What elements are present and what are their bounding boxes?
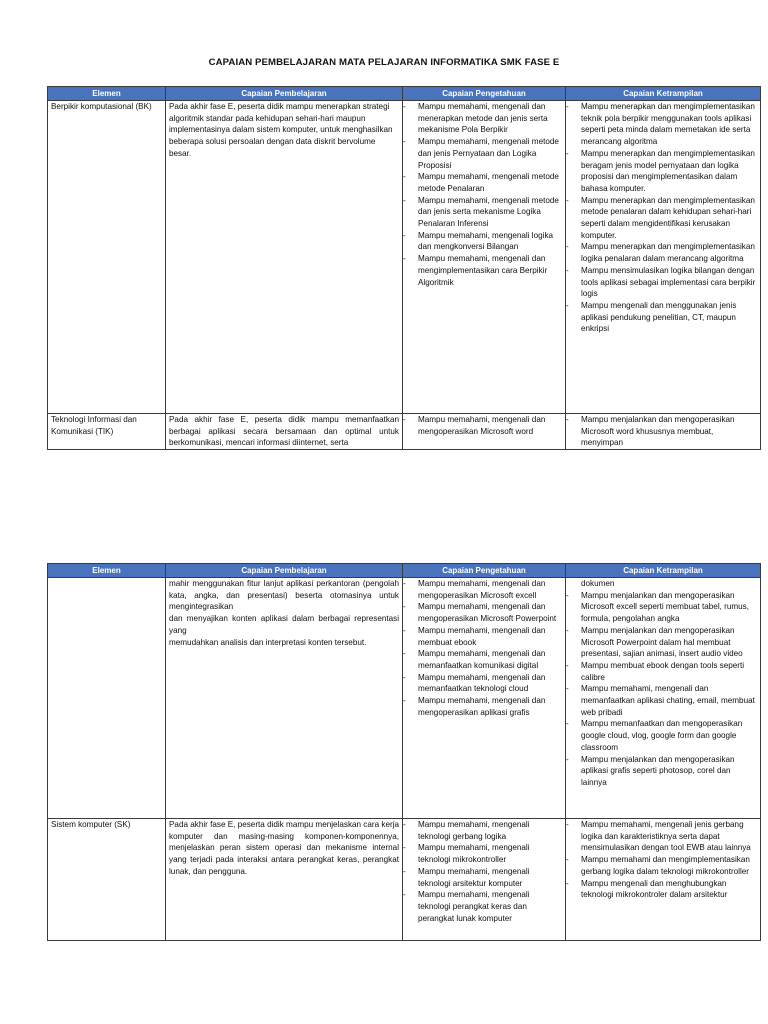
table-row-tik (48, 414, 761, 450)
list-item: - Mampu memahami, mengenali dan memanfaatkan aplikasi chating, email, membuat web pribadi (569, 683, 757, 718)
list-item: - Mampu menjalankan dan mengoperasikan Microsoft excell seperti membuat tabel, rumus, formula, pengolahan angka (569, 590, 757, 625)
capaian-cell: Pada akhir fase E, peserta didik mampu menjelaskan cara kerja komputer dan masing-masing komponen-komponennya, menjelaskan peran sistem operasi dan mekanisme internal yang terjadi pada interaksi antara perangkat keras, perangkat lunak, dan pengguna. (166, 819, 403, 941)
pengetahuan-list (406, 101, 562, 288)
ketrampilan-cell (566, 414, 761, 450)
pengetahuan-cell (403, 819, 566, 941)
ketrampilan-cell (566, 578, 761, 819)
list-item: - Mampu memahami, mengenali jenis gerbang logika dan karakteristiknya serta dapat mensimulasikan dengan tool EWB atau lainnya (569, 819, 757, 854)
list-item: - Mampu memahami dan mengimplementasikan gerbang logika dalam teknologi mikrokontroller (569, 854, 757, 877)
list-item: - Mampu memahami, mengenali metode dan jenis serta mekanisme Logika Penalaran Inferensi (406, 195, 562, 230)
table-header-row (48, 564, 761, 578)
ketrampilan-continuation (569, 578, 757, 590)
list-item: - Mampu memahami, mengenali metode dan jenis Pernyataan dan Logika Proposisi (406, 136, 562, 171)
list-item: - Mampu menjalankan dan mengoperasikan Microsoft Powerpoint dalam hal membuat presentasi, sajian animasi, insert audio video (569, 625, 757, 660)
list-item: - Mampu memahami, mengenali dan memanfaatkan komunikasi digital (406, 648, 562, 671)
capaian-line: dan menyajikan konten aplikasi dalam berbagai representasi yang (169, 614, 399, 635)
table-header-row (48, 87, 761, 101)
ketrampilan-list (569, 101, 757, 335)
list-item: - Mampu menerapkan dan mengimplementasikan metode penalaran dalam kehidupan sehari-hari seperti dalam mengidentifikasi kerusakan komputer. (569, 195, 757, 242)
ketrampilan-list (569, 590, 757, 789)
pengetahuan-cell (403, 101, 566, 414)
list-item: - Mampu memahami, mengenali metode metode Penalaran (406, 171, 562, 194)
list-item: - Mampu memahami, mengenali logika dan mengkonversi Bilangan (406, 230, 562, 253)
capaian-cell: Pada akhir fase E, peserta didik mampu menerapkan strategi algoritmik standar pada kehidupan sehari-hari maupun implementasinya dalam sistem komputer, untuk menghasilkan beberapa solusi persoalan dengan data diskrit bervolume besar. (166, 101, 403, 414)
header-elemen: Elemen (48, 564, 166, 578)
elemen-cell: Sistem komputer (SK) (48, 819, 166, 941)
list-item: - Mampu mengenali dan menggunakan jenis aplikasi pendukung penelitian, CT, maupun enkripsi (569, 300, 757, 335)
table-row-sk (48, 819, 761, 941)
ketrampilan-cell (566, 819, 761, 941)
capaian-table-page-2 (47, 563, 761, 941)
header-elemen: Elemen (48, 87, 166, 101)
pengetahuan-list (406, 578, 562, 718)
capaian-line: mahir menggunakan fitur lanjut aplikasi perkantoran (pengolah kata, angka, dan presentasi) beserta otomasinya untuk mengintegrasikan (169, 579, 399, 612)
capaian-cell (166, 578, 403, 819)
list-item: - Mampu menerapkan dan mengimplementasikan beragam jenis model pernyataan dan logika proposisi dan mengimplementasikan dalam bahasa komputer. (569, 148, 757, 195)
list-item: - Mampu memahami, mengenali dan menerapkan metode dan jenis serta mekanisme Pola Berpikir (406, 101, 562, 136)
list-item: - Mampu menerapkan dan mengimplementasikan logika penalaran dalam merancang algoritma (569, 241, 757, 264)
table-row-bk (48, 101, 761, 414)
pengetahuan-cell (403, 578, 566, 819)
pengetahuan-list (406, 819, 562, 924)
list-item: - Mampu memahami, mengenali dan mengimplementasikan cara Berpikir Algoritmik (406, 253, 562, 288)
list-item: dokumen (581, 579, 615, 588)
pengetahuan-list (406, 414, 562, 437)
list-item: - Mampu memahami, mengenali dan memanfaatkan teknologi cloud (406, 672, 562, 695)
elemen-cell: Berpikir komputasional (BK) (48, 101, 166, 414)
elemen-cell (48, 578, 166, 819)
capaian-line: memudahkan analisis dan interpretasi konten tersebut. (169, 637, 367, 647)
list-item: - Mampu memahami, mengenali dan mengoperasikan aplikasi grafis (406, 695, 562, 718)
header-capaian-pembelajaran: Capaian Pembelajaran (166, 564, 403, 578)
list-item: - Mampu memanfaatkan dan mengoperasikan google cloud, vlog, google form dan google classroom (569, 718, 757, 753)
list-item: - Mampu memahami, mengenali teknologi perangkat keras dan perangkat lunak komputer (406, 889, 562, 924)
header-capaian-pengetahuan: Capaian Pengetahuan (403, 87, 566, 101)
list-item: - Mampu menjalankan dan mengoperasikan aplikasi grafis seperti photosop, corel dan lainnya (569, 754, 757, 789)
ketrampilan-cell (566, 101, 761, 414)
capaian-table-page-1 (47, 86, 761, 450)
header-capaian-ketrampilan: Capaian Ketrampilan (566, 87, 761, 101)
list-item: - Mampu memahami, mengenali dan mengoperasikan Microsoft excell (406, 578, 562, 601)
list-item: - Mampu memahami, mengenali dan mengoperasikan Microsoft Powerpoint (406, 601, 562, 624)
list-item: - Mampu menerapkan dan mengimplementasikan teknik pola berpikir menggunakan tools aplikasi seperti peta minda dalam memetakan ide serta merancang algoritma (569, 101, 757, 148)
ketrampilan-list (569, 819, 757, 901)
ketrampilan-list (569, 414, 757, 449)
list-item: - Mampu mengenali dan menghubungkan teknologi mikrokontroler dalam arsitektur (569, 878, 757, 901)
table-row-tik-continued (48, 578, 761, 819)
list-item: - Mampu membuat ebook dengan tools seperti calibre (569, 660, 757, 683)
pengetahuan-cell (403, 414, 566, 450)
elemen-cell: Teknologi Informasi dan Komunikasi (TIK) (48, 414, 166, 450)
header-capaian-pembelajaran: Capaian Pembelajaran (166, 87, 403, 101)
header-capaian-pengetahuan: Capaian Pengetahuan (403, 564, 566, 578)
list-item: - Mampu memahami, mengenali dan mengoperasikan Microsoft word (406, 414, 562, 437)
list-item: - Mampu memahami, mengenali teknologi gerbang logika (406, 819, 562, 842)
list-item: - Mampu memahami, mengenali dan membuat ebook (406, 625, 562, 648)
list-item: - Mampu mensimulasikan logika bilangan dengan tools aplikasi sebagai implementasi cara berpikir logis (569, 265, 757, 300)
list-item: - Mampu memahami, mengenali teknologi mikrokontroller (406, 842, 562, 865)
list-item: - Mampu menjalankan dan mengoperasikan Microsoft word khususnya membuat, menyimpan (569, 414, 757, 449)
list-item: - Mampu memahami, mengenali teknologi arsitektur komputer (406, 866, 562, 889)
document-title: CAPAIAN PEMBELAJARAN MATA PELAJARAN INFORMATIKA SMK FASE E (208, 57, 560, 68)
capaian-cell: Pada akhir fase E, peserta didik mampu memanfaatkan berbagai aplikasi secara bersamaan dan optimal untuk berkomunikasi, mencari informasi diinternet, serta (166, 414, 403, 450)
header-capaian-ketrampilan: Capaian Ketrampilan (566, 564, 761, 578)
